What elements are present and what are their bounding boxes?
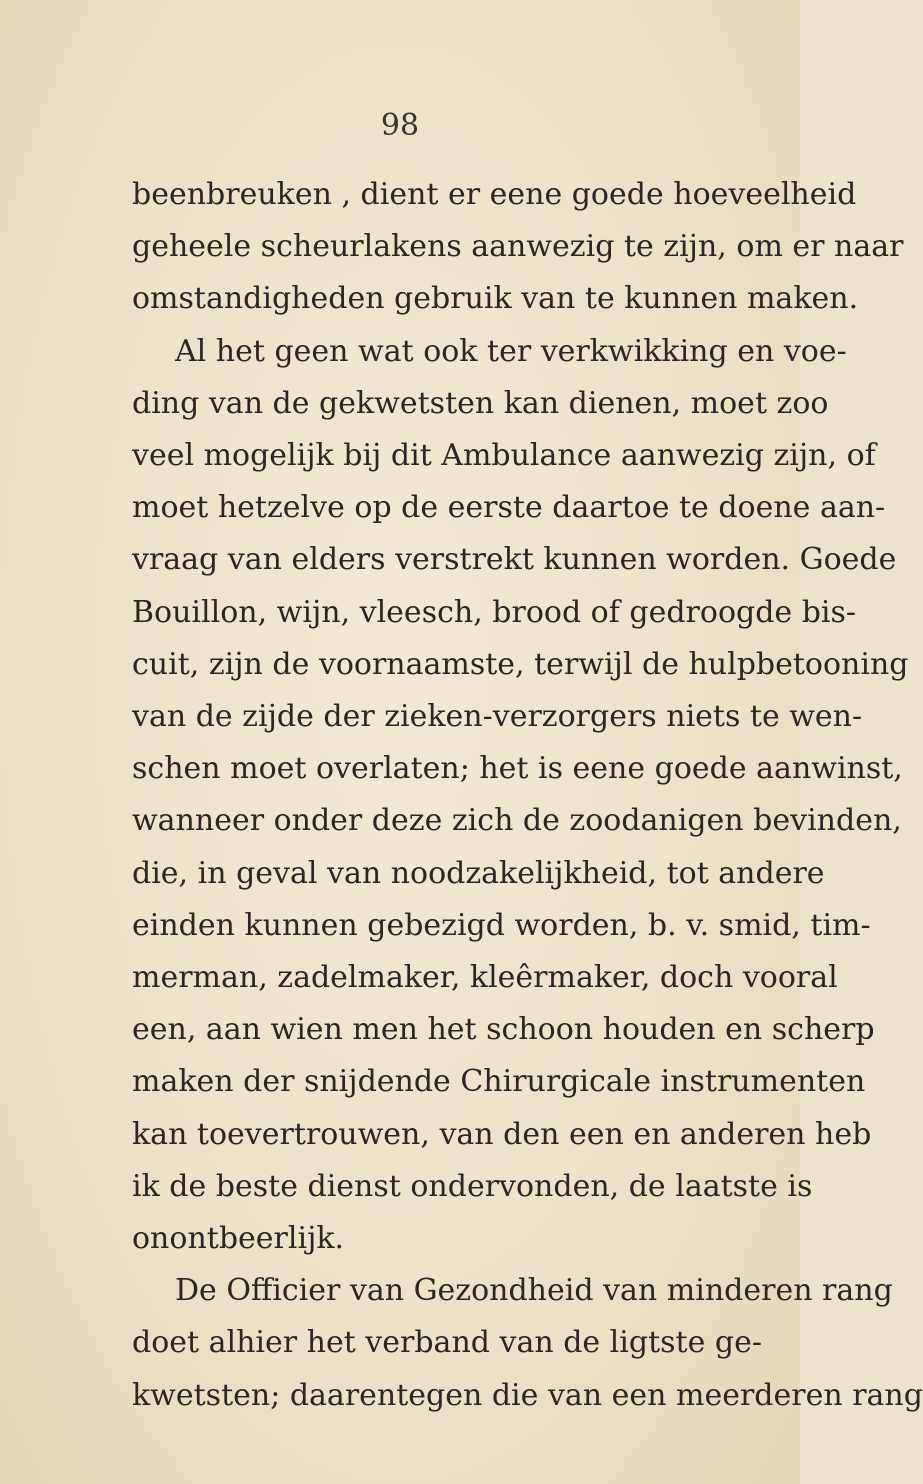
text-line: geheele scheurlakens aanwezig te zijn, om er naar [132,229,904,265]
text-line: omstandigheden gebruik van te kunnen maken. [132,281,859,317]
text-line: kwetsten; daarentegen die van een meerderen rang [132,1377,923,1413]
text-line: onontbeerlijk. [132,1221,345,1256]
text-line: beenbreuken , dient er eene goede hoeveelheid [132,177,857,212]
text-line: ik de beste dienst ondervonden, de laatste is [132,1168,813,1204]
text-line: maken der snijdende Chirurgicale instrumenten [132,1064,866,1100]
text-line: wanneer onder deze zich de zoodanigen bevinden, [132,803,902,839]
text-line: Al het geen wat ook ter verkwikking en voe- [175,333,847,369]
text-line: De Officier van Gezondheid van minderen rang [175,1273,893,1309]
text-line: ding van de gekwetsten kan dienen, moet zoo [132,385,829,421]
text-line: einden kunnen gebezigd worden, b. v. smid, tim- [132,907,871,943]
text-line: veel mogelijk bij dit Ambulance aanwezig zijn, of [132,438,876,473]
page-number: 98 [380,108,420,143]
text-line: een, aan wien men het schoon houden en scherp [132,1012,875,1048]
text-line: van de zijde der zieken-verzorgers niets te wen- [132,699,863,734]
text-line: schen moet overlaten; het is eene goede aanwinst, [132,751,903,787]
text-line: Bouillon, wijn, vleesch, brood of gedroogde bis- [132,594,857,630]
text-line: merman, zadelmaker, kleêrmaker, doch vooral [132,960,838,995]
text-line: kan toevertrouwen, van den een en anderen heb [132,1116,872,1152]
text-line: vraag van elders verstrekt kunnen worden. Goede [132,542,897,578]
text-line: die, in geval van noodzakelijkheid, tot andere [132,855,825,891]
text-line: moet hetzelve op de eerste daartoe te doene aan- [132,490,886,526]
text-line: doet alhier het verband van de ligtste ge- [132,1325,762,1361]
text-line: cuit, zijn de voornaamste, terwijl de hulpbetooning [132,646,909,682]
